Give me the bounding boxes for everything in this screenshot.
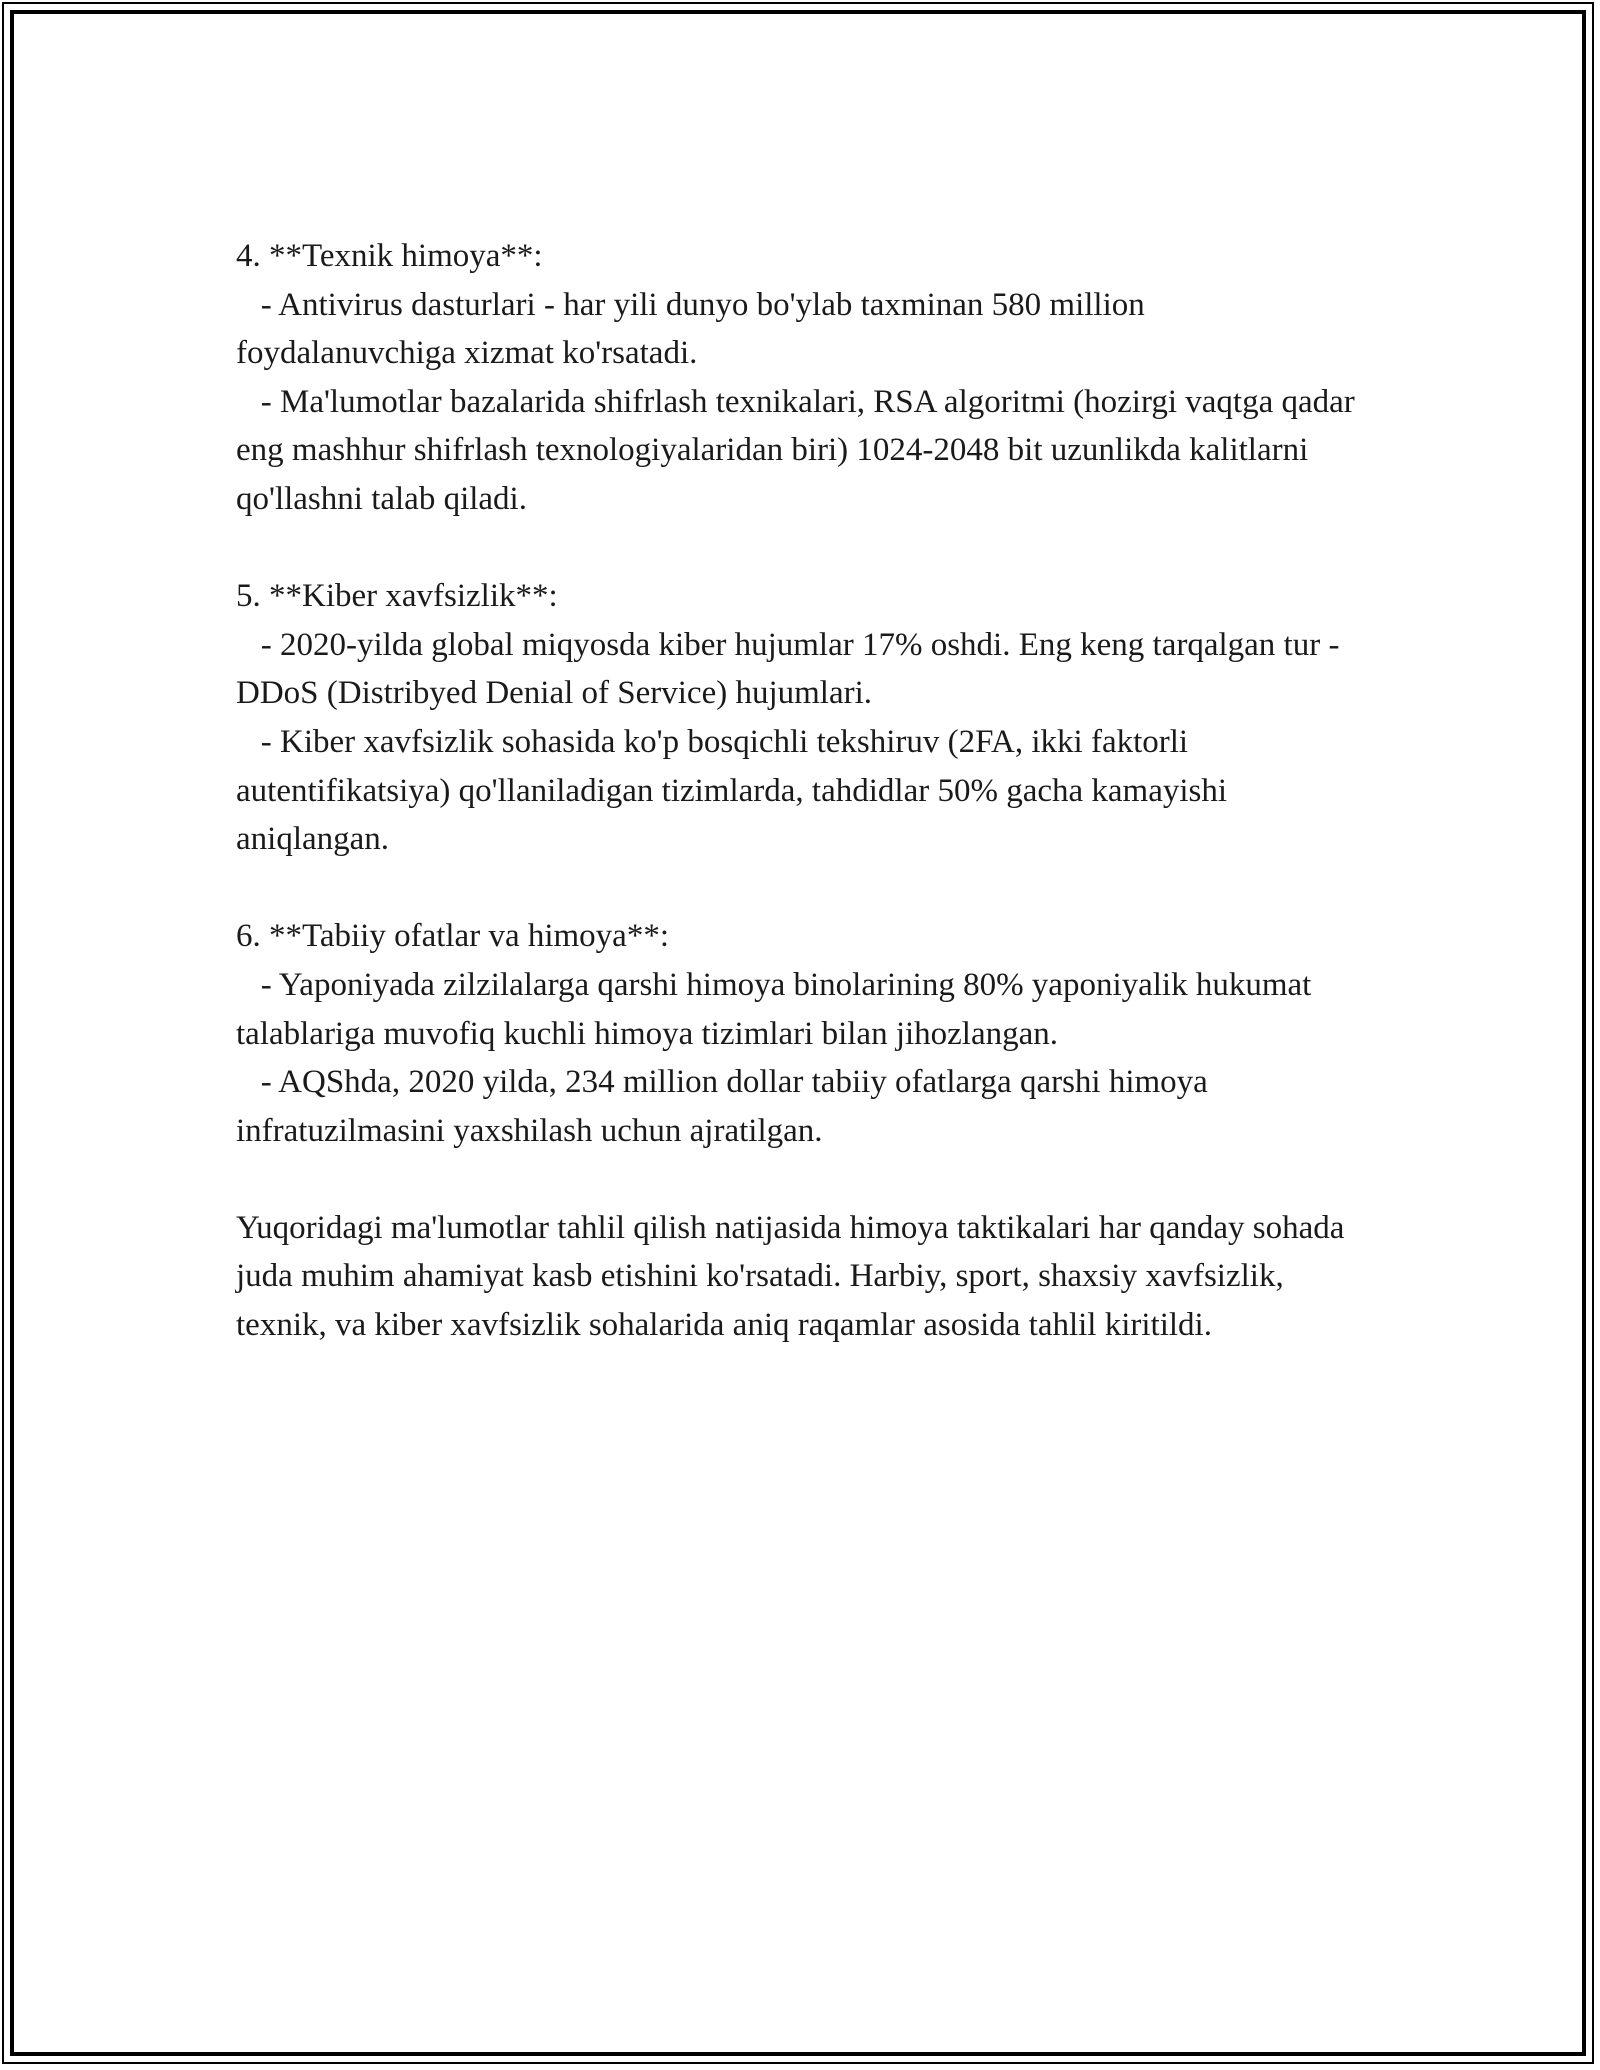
conclusion-paragraph: Yuqoridagi ma'lumotlar tahlil qilish natijasida himoya taktikalari har qanday sohada juda muhim ahamiyat kasb etishini ko'rsatadi. Harbiy, sport, shaxsiy xavfsizlik, texnik, va kiber xavfsizlik sohalarida aniq raqamlar asosida tahlil kiritildi. [236, 1209, 1353, 1344]
section-heading: 4. **Texnik himoya**: [236, 238, 543, 274]
list-item: - 2020-yilda global miqyosda kiber hujumlar 17% oshdi. Eng keng tarqalgan tur - DDoS (Distribyed Denial of Service) hujumlari. [236, 626, 1348, 712]
section-natural-disasters [236, 912, 1366, 1155]
list-item: - Ma'lumotlar bazalarida shifrlash texnikalari, RSA algoritmi (hozirgi vaqtga qadar eng mashhur shifrlash texnologiyalaridan biri) 1024-2048 bit uzunlikda kalitlarni qo'llashni talab qiladi. [236, 383, 1364, 517]
list-item: - AQShda, 2020 yilda, 234 million dollar tabiiy ofatlarga qarshi himoya infratuzilmasini yaxshilash uchun ajratilgan. [236, 1064, 1217, 1149]
list-item: - Antivirus dasturlari - har yili dunyo bo'ylab taxminan 580 million foydalanuvchiga xizmat ko'rsatadi. [236, 286, 1153, 372]
section-technical-protection [236, 232, 1366, 524]
document-body [236, 232, 1366, 1350]
list-item: - Yaponiyada zilzilalarga qarshi himoya binolarining 80% yaponiyalik hukumat talablariga muvofiq kuchli himoya tizimlari bilan jihozlangan. [236, 966, 1320, 1052]
section-heading: 6. **Tabiiy ofatlar va himoya**: [236, 918, 669, 955]
section-cyber-security [236, 572, 1366, 864]
list-item: - Kiber xavfsizlik sohasida ko'p bosqichli tekshiruv (2FA, ikki faktorli autentifikatsiya) qo'llaniladigan tizimlarda, tahdidlar 50% gacha kamayishi aniqlangan. [236, 723, 1236, 858]
section-heading: 5. **Kiber xavfsizlik**: [236, 578, 558, 615]
